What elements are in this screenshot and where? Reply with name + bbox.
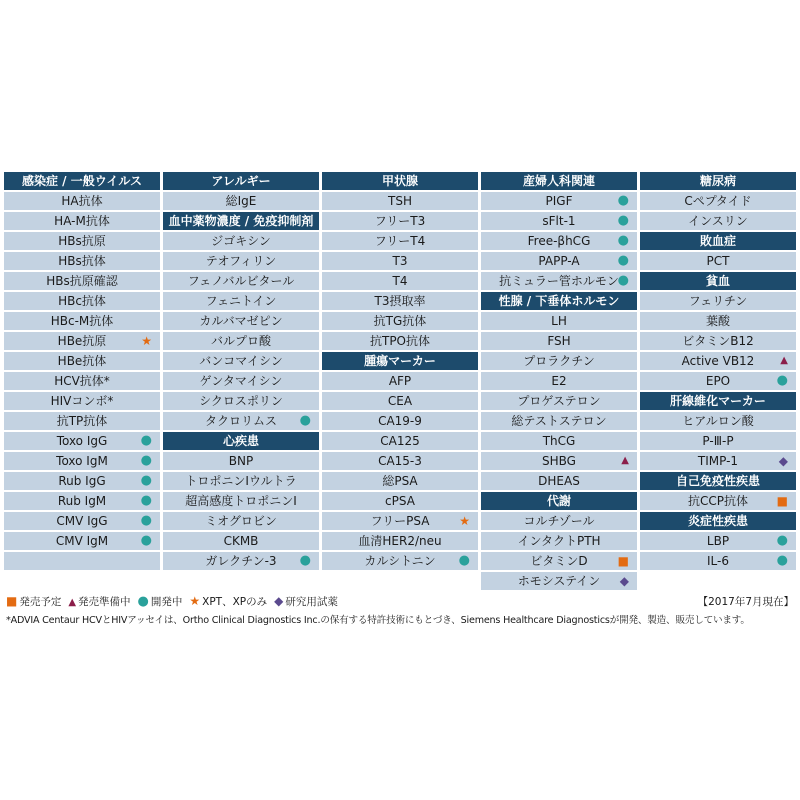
assay-cell xyxy=(322,412,478,430)
cell-label: CKMB xyxy=(223,534,259,548)
assay-cell xyxy=(322,332,478,350)
cell-label: 貧血 xyxy=(705,274,730,288)
cell-label: 腫瘍マーカー xyxy=(364,354,436,368)
circle-marker-icon: ● xyxy=(458,553,470,568)
square-marker-icon: ■ xyxy=(776,494,788,508)
assay-cell xyxy=(163,552,319,570)
assay-cell xyxy=(640,192,796,210)
assay-cell xyxy=(640,332,796,350)
cell-label: HBs抗原確認 xyxy=(46,274,118,288)
circle-marker-icon: ● xyxy=(140,513,152,528)
section-header xyxy=(640,232,796,250)
cell-label: バンコマイシン xyxy=(199,354,283,368)
cell-label: ThCG xyxy=(542,434,576,448)
cell-label: PIGF xyxy=(545,194,573,208)
cell-label: バルプロ酸 xyxy=(210,334,271,348)
cell-label: トロポニンIウルトラ xyxy=(185,474,297,488)
assay-cell xyxy=(163,252,319,270)
diamond-marker-icon: ◆ xyxy=(274,594,284,608)
assay-cell xyxy=(4,192,160,210)
legend-label: 研究用試薬 xyxy=(285,596,338,608)
cell-label: インタクトPTH xyxy=(517,534,601,548)
cell-label: フェニトイン xyxy=(205,294,277,308)
assay-cell xyxy=(322,212,478,230)
assay-cell xyxy=(163,332,319,350)
triangle-marker-icon: ▲ xyxy=(621,455,629,466)
star-marker-icon: ★ xyxy=(459,514,470,528)
cell-label: CA19-9 xyxy=(378,414,422,428)
triangle-marker-icon: ▲ xyxy=(68,597,77,608)
square-marker-icon: ■ xyxy=(6,594,18,608)
assay-cell xyxy=(322,272,478,290)
assay-cell xyxy=(640,212,796,230)
empty-cell xyxy=(4,552,160,570)
cell-label: SHBG xyxy=(542,454,576,468)
cell-label: HBe抗原 xyxy=(57,334,107,348)
triangle-marker-icon: ▲ xyxy=(780,355,788,366)
assay-cell xyxy=(4,272,160,290)
assay-cell xyxy=(4,492,160,510)
assay-cell xyxy=(481,532,637,550)
assay-cell xyxy=(163,472,319,490)
legend-label: 開発中 xyxy=(150,596,183,608)
cell-label: 抗TP抗体 xyxy=(56,414,108,428)
circle-marker-icon: ● xyxy=(140,493,152,508)
legend-label: 発売予定 xyxy=(19,596,62,608)
circle-marker-icon: ● xyxy=(617,233,629,248)
circle-marker-icon: ● xyxy=(137,594,149,609)
cell-label: プロラクチン xyxy=(523,354,595,368)
as-of-date: 【2017年7月現在】 xyxy=(697,596,794,608)
assay-cell xyxy=(4,412,160,430)
cell-label: Cペプタイド xyxy=(684,194,752,208)
column-4 xyxy=(481,172,637,590)
circle-marker-icon: ● xyxy=(776,553,788,568)
cell-label: 抗TG抗体 xyxy=(373,314,427,328)
assay-cell xyxy=(163,532,319,550)
diamond-marker-icon: ◆ xyxy=(619,574,629,588)
circle-marker-icon: ● xyxy=(140,473,152,488)
assay-cell xyxy=(481,452,637,470)
assay-cell xyxy=(4,432,160,450)
assay-cell xyxy=(322,532,478,550)
section-header xyxy=(322,352,478,370)
assay-cell xyxy=(481,432,637,450)
cell-label: BNP xyxy=(228,454,254,468)
assay-cell xyxy=(4,232,160,250)
cell-label: 血中薬物濃度 / 免疫抑制剤 xyxy=(168,214,314,228)
cell-label: ガレクチン-3 xyxy=(205,554,277,568)
section-header xyxy=(481,292,637,310)
assay-cell xyxy=(481,332,637,350)
cell-label: HBc抗体 xyxy=(58,294,106,308)
cell-label: テオフィリン xyxy=(205,254,277,268)
section-header xyxy=(640,272,796,290)
legend-item xyxy=(189,596,267,608)
cell-label: フェノバルビタール xyxy=(187,274,295,288)
assay-cell xyxy=(481,232,637,250)
cell-label: T4 xyxy=(392,274,408,288)
cell-label: フリーT3 xyxy=(374,214,426,228)
assay-cell xyxy=(481,192,637,210)
circle-marker-icon: ● xyxy=(776,533,788,548)
cell-label: EPO xyxy=(705,374,731,388)
legend-item xyxy=(6,596,61,608)
legend-item xyxy=(274,596,338,608)
assay-cell xyxy=(4,252,160,270)
assay-table xyxy=(4,172,796,590)
cell-label: HCV抗体* xyxy=(54,374,110,388)
legend xyxy=(6,594,345,609)
cell-label: HA-M抗体 xyxy=(54,214,110,228)
cell-label: LBP xyxy=(706,534,730,548)
assay-cell xyxy=(481,312,637,330)
assay-cell xyxy=(640,352,796,370)
cell-label: HBe抗体 xyxy=(57,354,107,368)
section-header xyxy=(163,212,319,230)
cell-label: HBc-M抗体 xyxy=(50,314,114,328)
cell-label: cPSA xyxy=(385,494,415,508)
assay-cell xyxy=(4,212,160,230)
section-header xyxy=(163,432,319,450)
cell-label: 総IgE xyxy=(225,194,257,208)
cell-label: AFP xyxy=(388,374,412,388)
assay-cell xyxy=(322,372,478,390)
assay-cell xyxy=(4,532,160,550)
assay-cell xyxy=(640,492,796,510)
cell-label: IL-6 xyxy=(707,554,729,568)
assay-cell xyxy=(163,292,319,310)
assay-cell xyxy=(481,572,637,590)
legend-label: 発売準備中 xyxy=(78,596,131,608)
cell-label: Free-βhCG xyxy=(527,234,591,248)
assay-cell xyxy=(322,392,478,410)
cell-label: sFlt-1 xyxy=(542,214,576,228)
assay-cell xyxy=(322,472,478,490)
cell-label: 総テストステロン xyxy=(511,414,607,428)
circle-marker-icon: ● xyxy=(617,273,629,288)
assay-cell xyxy=(4,352,160,370)
cell-label: HIVコンボ* xyxy=(50,394,114,408)
cell-label: E2 xyxy=(551,374,567,388)
assay-cell xyxy=(163,312,319,330)
assay-cell xyxy=(640,412,796,430)
circle-marker-icon: ● xyxy=(299,553,311,568)
cell-label: FSH xyxy=(547,334,571,348)
cell-label: 性腺 / 下垂体ホルモン xyxy=(498,294,620,308)
column-header: 感染症 / 一般ウイルス xyxy=(4,172,160,190)
cell-label: T3 xyxy=(392,254,408,268)
column-2 xyxy=(163,172,319,590)
legend-label: XPT、XPのみ xyxy=(202,596,268,608)
cell-label: P-Ⅲ-P xyxy=(702,434,734,448)
cell-label: 炎症性疾患 xyxy=(687,514,748,528)
cell-label: HBs抗体 xyxy=(58,254,106,268)
cell-label: ジゴキシン xyxy=(211,234,271,248)
cell-label: インスリン xyxy=(688,214,748,228)
assay-cell xyxy=(4,292,160,310)
assay-cell xyxy=(163,452,319,470)
cell-label: 血清HER2/neu xyxy=(358,534,442,548)
column-5 xyxy=(640,172,796,590)
assay-cell xyxy=(481,372,637,390)
circle-marker-icon: ● xyxy=(140,533,152,548)
diamond-marker-icon: ◆ xyxy=(778,454,788,468)
cell-label: タクロリムス xyxy=(204,414,277,428)
assay-cell xyxy=(481,412,637,430)
square-marker-icon: ■ xyxy=(617,554,629,568)
cell-label: 超高感度トロポニンI xyxy=(185,494,297,508)
circle-marker-icon: ● xyxy=(617,213,629,228)
cell-label: フェリチン xyxy=(688,294,748,308)
legend-item xyxy=(68,596,130,608)
assay-cell xyxy=(322,232,478,250)
cell-label: ホモシステイン xyxy=(517,574,601,588)
assay-cell xyxy=(322,552,478,570)
assay-cell xyxy=(640,432,796,450)
cell-label: CMV IgM xyxy=(55,534,109,548)
cell-label: HBs抗原 xyxy=(58,234,106,248)
cell-label: T3摂取率 xyxy=(374,294,426,308)
cell-label: PAPP-A xyxy=(538,254,580,268)
assay-cell xyxy=(640,552,796,570)
cell-label: TIMP-1 xyxy=(697,454,739,468)
column-header: アレルギー xyxy=(163,172,319,190)
cell-label: 総PSA xyxy=(382,474,418,488)
section-header xyxy=(640,512,796,530)
assay-cell xyxy=(322,292,478,310)
assay-cell xyxy=(163,392,319,410)
assay-cell xyxy=(322,492,478,510)
assay-cell xyxy=(163,492,319,510)
cell-label: カルシトニン xyxy=(364,554,436,568)
cell-label: TSH xyxy=(388,194,412,208)
circle-marker-icon: ● xyxy=(617,253,629,268)
circle-marker-icon: ● xyxy=(140,453,152,468)
star-marker-icon: ★ xyxy=(189,594,201,608)
column-header: 産婦人科関連 xyxy=(481,172,637,190)
assay-cell xyxy=(481,252,637,270)
assay-cell xyxy=(481,212,637,230)
column-header: 甲状腺 xyxy=(322,172,478,190)
cell-label: ミオグロビン xyxy=(205,514,277,528)
circle-marker-icon: ● xyxy=(776,373,788,388)
cell-label: ゲンタマイシン xyxy=(199,374,283,388)
cell-label: コルチゾール xyxy=(523,514,595,528)
cell-label: カルバマゼピン xyxy=(199,314,283,328)
assay-cell xyxy=(163,512,319,530)
cell-label: 肝線維化マーカー xyxy=(670,394,766,408)
cell-label: フリーPSA xyxy=(370,514,430,528)
assay-cell xyxy=(163,372,319,390)
cell-label: CMV IgG xyxy=(56,514,108,528)
assay-cell xyxy=(163,412,319,430)
cell-label: Toxo IgG xyxy=(56,434,108,448)
assay-cell xyxy=(481,472,637,490)
cell-label: 敗血症 xyxy=(699,234,736,248)
cell-label: 抗CCP抗体 xyxy=(688,494,748,508)
assay-cell xyxy=(4,512,160,530)
cell-label: 自己免疫性疾患 xyxy=(675,474,760,488)
assay-cell xyxy=(640,252,796,270)
assay-cell xyxy=(640,532,796,550)
assay-cell xyxy=(640,372,796,390)
assay-cell xyxy=(4,392,160,410)
cell-label: CA125 xyxy=(380,434,420,448)
assay-cell xyxy=(640,292,796,310)
cell-label: Rub IgM xyxy=(57,494,107,508)
cell-label: Rub IgG xyxy=(58,474,106,488)
cell-label: 代謝 xyxy=(546,494,571,508)
cell-label: 抗TPO抗体 xyxy=(369,334,430,348)
assay-cell xyxy=(163,192,319,210)
circle-marker-icon: ● xyxy=(299,413,311,428)
column-header: 糖尿病 xyxy=(640,172,796,190)
circle-marker-icon: ● xyxy=(617,193,629,208)
cell-label: ビタミンB12 xyxy=(682,334,754,348)
assay-cell xyxy=(322,312,478,330)
assay-cell xyxy=(322,192,478,210)
section-header xyxy=(481,492,637,510)
section-header xyxy=(640,392,796,410)
cell-label: 葉酸 xyxy=(705,314,730,328)
column-1 xyxy=(4,172,160,590)
column-3 xyxy=(322,172,478,590)
cell-label: PCT xyxy=(706,254,730,268)
cell-label: ヒアルロン酸 xyxy=(682,414,754,428)
assay-cell xyxy=(322,432,478,450)
assay-cell xyxy=(481,272,637,290)
assay-cell xyxy=(640,452,796,470)
assay-cell xyxy=(4,332,160,350)
assay-cell xyxy=(481,392,637,410)
footnote: *ADVIA Centaur HCVとHIVアッセイは、Ortho Clinical Diagnostics Inc.の保有する特許技術にもとづき、Siemens Healthcare Diagnosticsが開発、製造、販売しています。 xyxy=(6,615,750,626)
assay-cell xyxy=(163,352,319,370)
cell-label: 心疾患 xyxy=(222,434,259,448)
assay-cell xyxy=(322,252,478,270)
assay-cell xyxy=(4,452,160,470)
assay-cell xyxy=(163,272,319,290)
cell-label: CEA xyxy=(387,394,413,408)
cell-label: Toxo IgM xyxy=(56,454,108,468)
assay-cell xyxy=(4,312,160,330)
circle-marker-icon: ● xyxy=(140,433,152,448)
cell-label: CA15-3 xyxy=(378,454,422,468)
assay-cell xyxy=(481,552,637,570)
cell-label: シクロスポリン xyxy=(199,394,283,408)
cell-label: Active VB12 xyxy=(681,354,755,368)
assay-cell xyxy=(481,512,637,530)
assay-cell xyxy=(4,472,160,490)
section-header xyxy=(640,472,796,490)
cell-label: 抗ミュラー管ホルモン xyxy=(499,274,619,288)
assay-cell xyxy=(481,352,637,370)
cell-label: プロゲステロン xyxy=(517,394,601,408)
cell-label: HA抗体 xyxy=(61,194,103,208)
assay-cell xyxy=(4,372,160,390)
cell-label: ビタミンD xyxy=(530,554,588,568)
assay-cell xyxy=(322,452,478,470)
cell-label: フリーT4 xyxy=(374,234,426,248)
cell-label: LH xyxy=(551,314,567,328)
assay-cell xyxy=(640,312,796,330)
assay-cell xyxy=(163,232,319,250)
legend-item xyxy=(138,596,183,608)
star-marker-icon: ★ xyxy=(141,334,152,348)
cell-label: DHEAS xyxy=(538,474,580,488)
assay-cell xyxy=(322,512,478,530)
